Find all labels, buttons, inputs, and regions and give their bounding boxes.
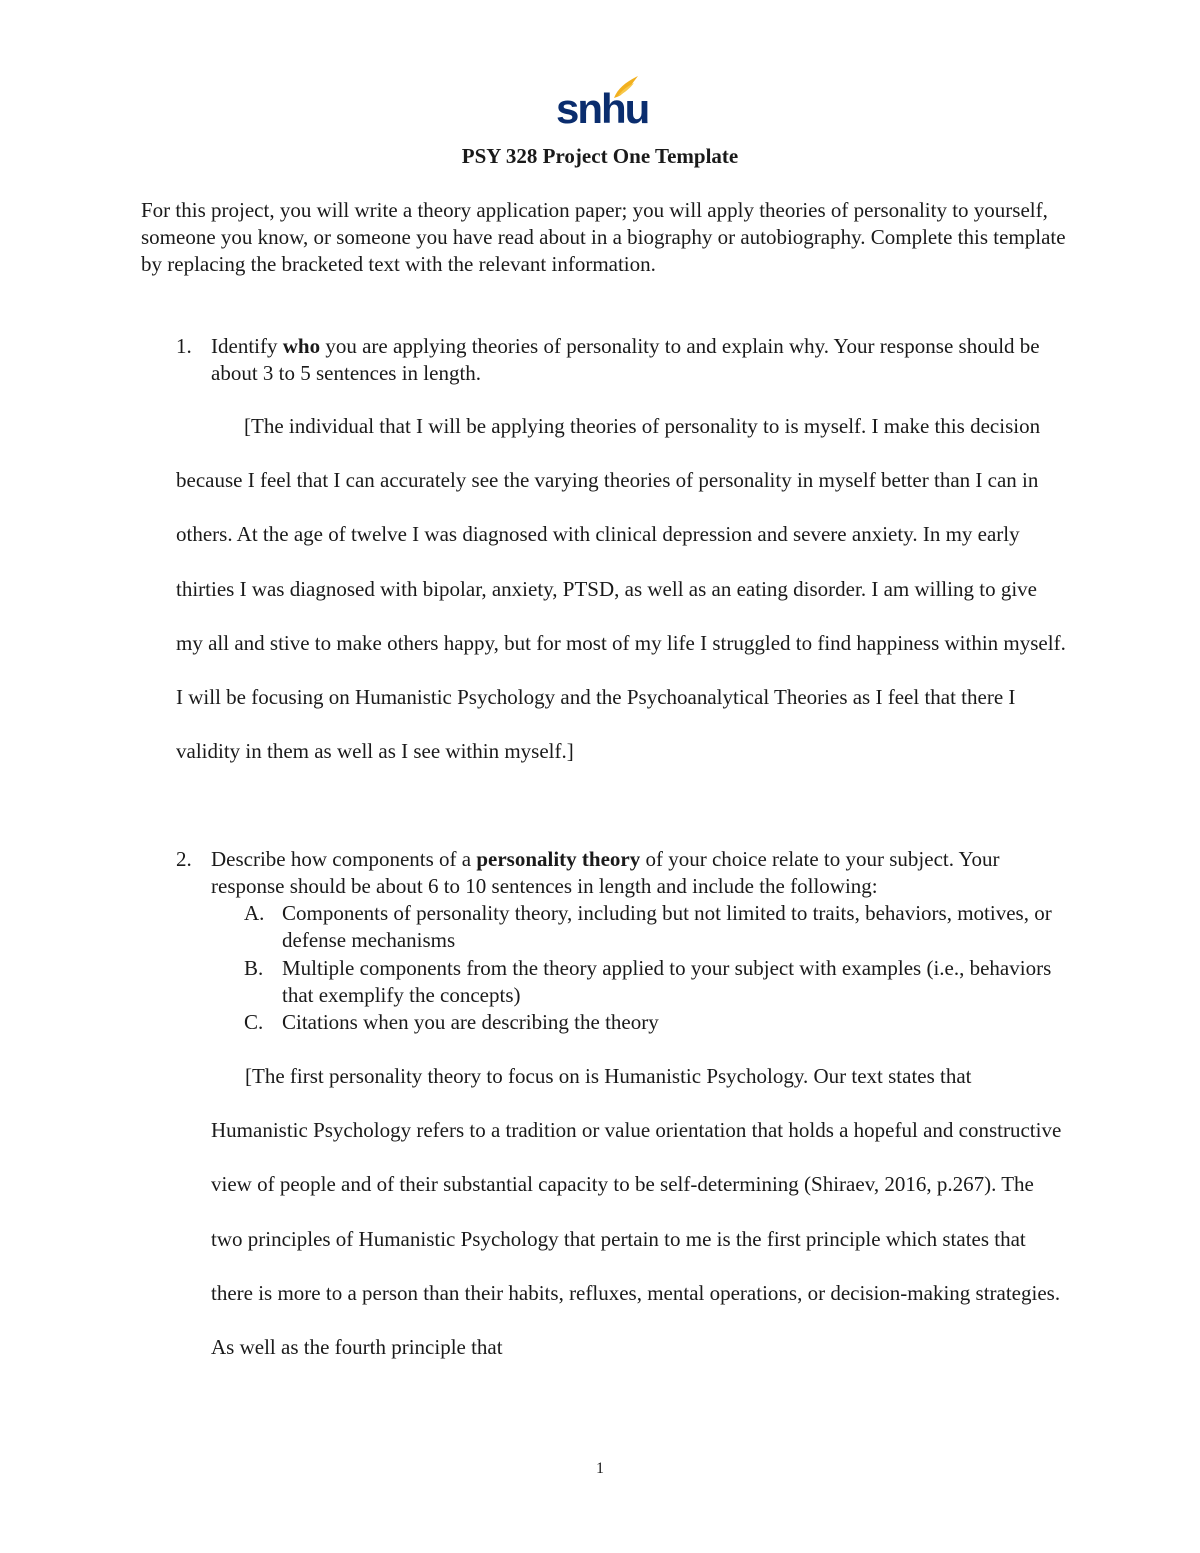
item-a-text: Components of personality theory, including but not limited to traits, behaviors, motives, or defense mechanisms bbox=[282, 901, 1052, 952]
question-2-prompt bbox=[211, 846, 1071, 900]
logo-text: snhu bbox=[556, 85, 649, 132]
snhu-logo bbox=[556, 74, 649, 132]
item-b-text: Multiple components from the theory applied to your subject with examples (i.e., behaviors that exemplify the concepts) bbox=[282, 956, 1052, 1007]
answer-2: [The first personality theory to focus on is Humanistic Psychology. Our text states that Humanistic Psychology refers to a tradition or value orientation that holds a hopeful and constructive view of people and of their substantial capacity to be self-determining (Shiraev, 2016, p.267). The two principles of Humanistic Psychology that pertain to me is the first principle which states that there is more to a person than their habits, refluxes, mental operations, or decision-making strategies. As well as the fourth principle that bbox=[211, 1064, 1062, 1360]
item-b-letter: B. bbox=[244, 956, 264, 980]
question-1-number: 1. bbox=[176, 334, 192, 358]
item-a-letter: A. bbox=[244, 901, 265, 925]
question-1-prompt bbox=[211, 333, 1071, 387]
prompt-bold: who bbox=[282, 334, 321, 358]
intro-paragraph: For this project, you will write a theory application paper; you will apply theories of personality to yourself, someone you know, or someone you have read about in a biography or autobiography. Complete this template by replacing the bracketed text with the relevant information. bbox=[141, 198, 1066, 276]
item-c-letter: C. bbox=[244, 1010, 264, 1034]
prompt-text: you are applying theories of personality to and explain why. Your response should be about 3 to 5 sentences in length. bbox=[211, 334, 1040, 385]
prompt-text: Identify bbox=[211, 334, 283, 358]
question-2-number: 2. bbox=[176, 847, 192, 871]
answer-1: [The individual that I will be applying theories of personality to is myself. I make this decision because I feel that I can accurately see the varying theories of personality in myself better than I can in others. At the age of twelve I was diagnosed with clinical depression and severe anxiety. In my early thirties I was diagnosed with bipolar, anxiety, PTSD, as well as an eating disorder. I am willing to give my all and stive to make others happy, but for most of my life I struggled to find happiness within myself. I will be focusing on Humanistic Psychology and the Psychoanalytical Theories as I feel that there I validity in them as well as I see within myself.] bbox=[176, 414, 1066, 764]
prompt-bold: personality theory bbox=[476, 847, 641, 871]
document-title: PSY 328 Project One Template bbox=[461, 144, 739, 168]
item-c-text: Citations when you are describing the theory bbox=[282, 1010, 659, 1034]
prompt-text: Describe how components of a bbox=[211, 847, 477, 871]
page-number: 1 bbox=[596, 1460, 604, 1477]
prompt-text: of your choice relate to your subject. Your response should be about 6 to 10 sentences in length and include the following: bbox=[211, 847, 1000, 898]
